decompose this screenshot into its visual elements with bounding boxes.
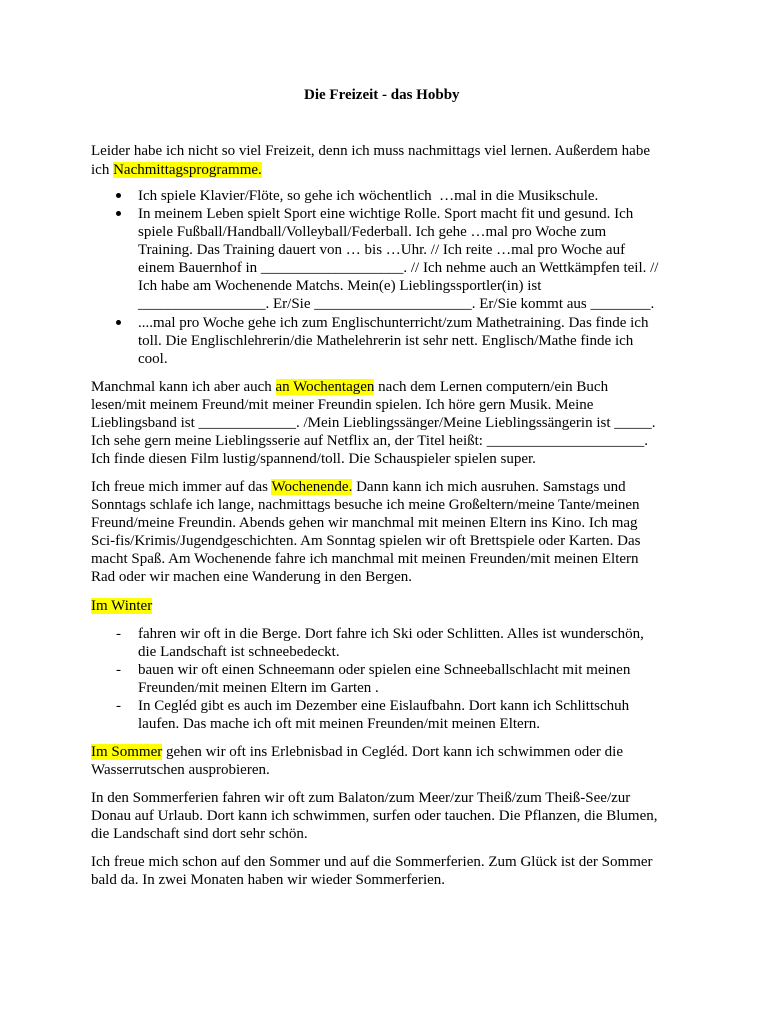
text-segment: Ich freue mich immer auf das	[91, 479, 272, 495]
highlighted-text: Nachmittagsprogramme.	[113, 162, 262, 178]
dash-marker: -	[116, 698, 121, 714]
paragraph-line: Ich sehe gern meine Lieblingsserie auf Netflix an, der Titel heißt: _____________________.	[91, 433, 648, 449]
bullet-line: cool.	[138, 351, 168, 367]
page-title: Die Freizeit - das Hobby	[304, 87, 460, 103]
bullet-line: spiele Fußball/Handball/Volleyball/Federball. Ich gehe …mal pro Woche zum	[138, 224, 607, 240]
list-line: In Cegléd gibt es auch im Dezember eine Eislaufbahn. Dort kann ich Schlittschuh	[138, 698, 630, 714]
bullet-icon	[116, 320, 121, 325]
bullet-line: ....mal pro Woche gehe ich zum Englischunterricht/zum Mathetraining. Das finde ich	[138, 315, 649, 331]
list-line: die Landschaft ist schneebedeckt.	[138, 644, 340, 660]
paragraph-line: Donau auf Urlaub. Dort kann ich schwimmen, surfen oder tauchen. Die Pflanzen, die Blumen,	[91, 808, 658, 824]
paragraph-line: Leider habe ich nicht so viel Freizeit, denn ich muss nachmittags viel lernen. Außerdem habe	[91, 143, 650, 159]
paragraph-line	[91, 478, 626, 496]
text-segment: Dann kann ich mich ausruhen. Samstags und	[352, 479, 626, 495]
highlighted-text: Im Sommer	[91, 744, 163, 760]
paragraph-line	[91, 161, 262, 179]
highlighted-text: Wochenende.	[271, 479, 353, 495]
bullet-icon	[116, 193, 121, 198]
paragraph-line: lesen/mit meinem Freund/mit meiner Freundin spielen. Ich höre gern Musik. Meine	[91, 397, 594, 413]
bullet-line: _________________. Er/Sie _____________________. Er/Sie kommt aus ________.	[138, 296, 655, 312]
paragraph-line: Ich freue mich schon auf den Sommer und auf die Sommerferien. Zum Glück ist der Sommer	[91, 854, 653, 870]
bullet-line: Ich spiele Klavier/Flöte, so gehe ich wöchentlich …mal in die Musikschule.	[138, 188, 599, 204]
bullet-line: In meinem Leben spielt Sport eine wichtige Rolle. Sport macht fit und gesund. Ich	[138, 206, 634, 222]
paragraph-line	[91, 378, 608, 396]
paragraph-line: Sci-fis/Krimis/Jugendgeschichten. Am Sonntag spielen wir oft Brettspiele oder Karten. Das	[91, 533, 641, 549]
text-segment: Manchmal kann ich aber auch	[91, 379, 276, 395]
dash-marker: -	[116, 626, 121, 642]
text-segment: ich	[91, 162, 114, 178]
paragraph-line: Freund/meine Freundin. Abends gehen wir manchmal mit meinen Eltern ins Kino. Ich mag	[91, 515, 638, 531]
paragraph-line: Rad oder wir machen eine Wanderung in den Bergen.	[91, 569, 413, 585]
paragraph-line: die Landschaft sind dort sehr schön.	[91, 826, 308, 842]
list-line: bauen wir oft einen Schneemann oder spielen eine Schneeballschlacht mit meinen	[138, 662, 631, 678]
list-line: laufen. Das mache ich oft mit meinen Freunden/mit meinen Eltern.	[138, 716, 540, 732]
text-segment: gehen wir oft ins Erlebnisbad in Cegléd. Dort kann ich schwimmen oder die	[162, 744, 623, 760]
paragraph-line: bald da. In zwei Monaten haben wir wieder Sommerferien.	[91, 872, 446, 888]
list-line: Freunden/mit meinen Eltern im Garten .	[138, 680, 379, 696]
paragraph-line: Sonntags schlafe ich lange, nachmittags besuche ich meine Großeltern/meine Tante/meinen	[91, 497, 640, 513]
list-line: fahren wir oft in die Berge. Dort fahre ich Ski oder Schlitten. Alles ist wunderschön,	[138, 626, 644, 642]
bullet-line: einem Bauernhof in ___________________. // Ich nehme auch an Wettkämpfen teil. //	[138, 260, 659, 276]
bullet-line: toll. Die Englischlehrerin/die Mathelehrerin ist sehr nett. Englisch/Mathe finde ich	[138, 333, 634, 349]
section-heading	[91, 597, 152, 615]
text-segment: nach dem Lernen computern/ein Buch	[374, 379, 609, 395]
paragraph-line	[91, 743, 623, 761]
paragraph-line: Lieblingsband ist _____________. /Mein Lieblingssänger/Meine Lieblingssängerin ist _____.	[91, 415, 656, 431]
paragraph-line: In den Sommerferien fahren wir oft zum Balaton/zum Meer/zur Theiß/zum Theiß-See/zur	[91, 790, 631, 806]
highlighted-text: an Wochentagen	[275, 379, 375, 395]
paragraph-line: Ich finde diesen Film lustig/spannend/toll. Die Schauspieler spielen super.	[91, 451, 536, 467]
paragraph-line: macht Spaß. Am Wochenende fahre ich manchmal mit meinen Freunden/mit meinen Eltern	[91, 551, 639, 567]
bullet-icon	[116, 211, 121, 216]
bullet-line: Training. Das Training dauert von … bis …Uhr. // Ich reite …mal pro Woche auf	[138, 242, 626, 258]
dash-marker: -	[116, 662, 121, 678]
paragraph-line: Wasserrutschen ausprobieren.	[91, 762, 270, 778]
bullet-line: Ich habe am Wochenende Matchs. Mein(e) Lieblingssportler(in) ist	[138, 278, 542, 294]
highlighted-text: Im Winter	[91, 598, 153, 614]
